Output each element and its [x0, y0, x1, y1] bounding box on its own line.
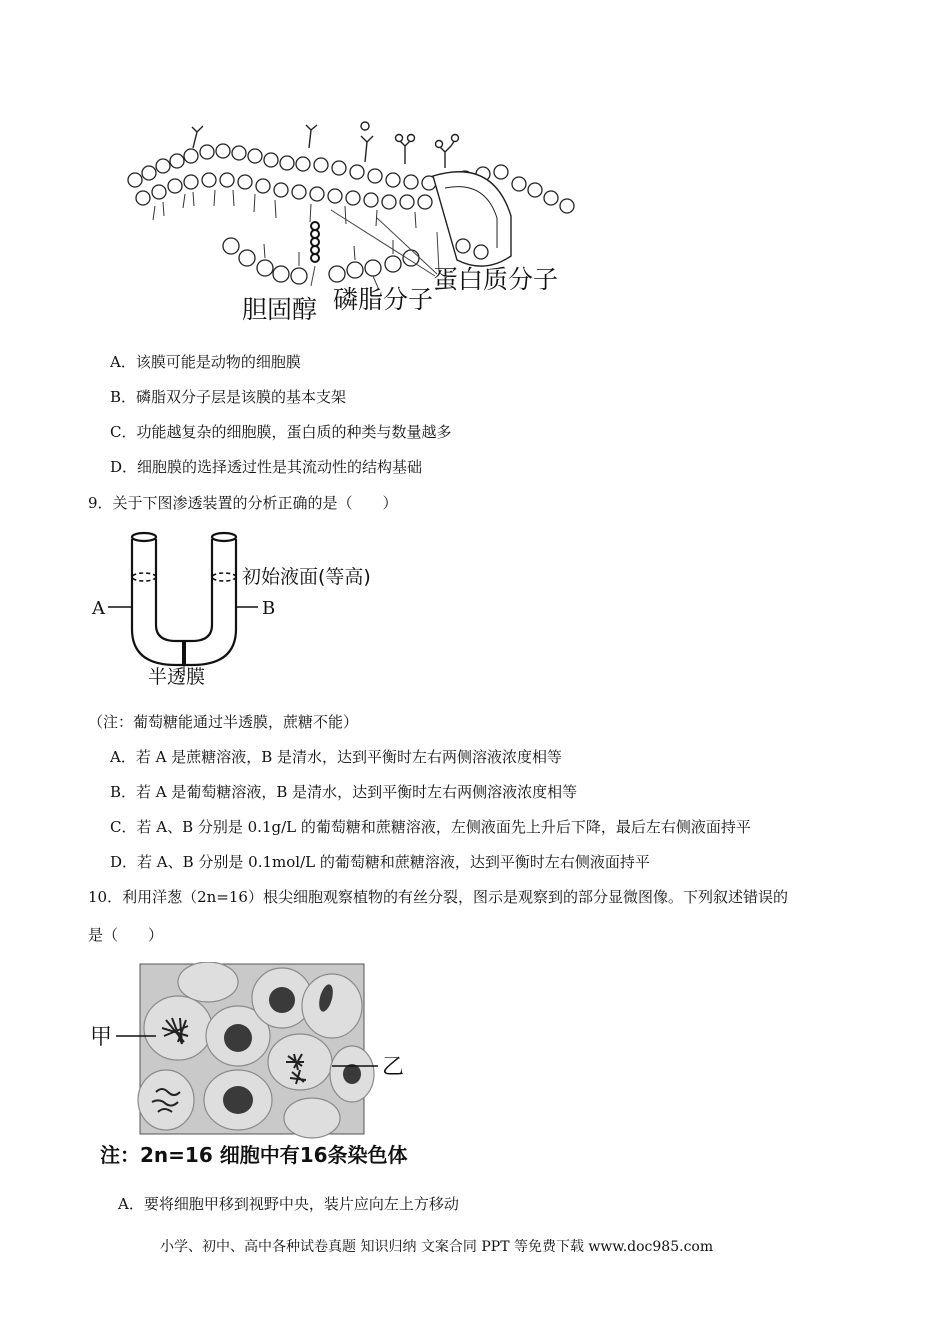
q9-option-a: A．若 A 是蔗糖溶液，B 是清水，达到平衡时左右两侧溶液浓度相等 [110, 748, 562, 766]
label-semipermeable-membrane: 半透膜 [148, 666, 206, 688]
label-b: B [262, 598, 276, 619]
q8-option-a: A．该膜可能是动物的细胞膜 [110, 353, 301, 371]
label-yi: 乙 [382, 1055, 405, 1080]
q9-note: （注：葡萄糖能通过半透膜，蔗糖不能） [88, 713, 359, 731]
osmosis-u-tube-figure [88, 525, 408, 695]
q8-option-c: C．功能越复杂的细胞膜，蛋白质的种类与数量越多 [110, 423, 452, 441]
label-cholesterol: 胆固醇 [242, 295, 318, 324]
q10-stem-line1: 10．利用洋葱（2n=16）根尖细胞观察植物的有丝分裂，图示是观察到的部分显微图像。下列叙述错误的 [88, 888, 788, 906]
q8-option-d: D．细胞膜的选择透过性是其流动性的结构基础 [110, 458, 423, 476]
page-footer: 小学、初中、高中各种试卷真题 知识归纳 文案合同 PPT 等免费下载 www.doc985.com [160, 1239, 714, 1255]
cell-membrane-figure [115, 118, 595, 330]
q9-option-d: D．若 A、B 分别是 0.1mol/L 的葡萄糖和蔗糖溶液，达到平衡时左右侧液面持平 [110, 853, 650, 871]
label-a: A [92, 598, 105, 619]
q8-option-b: B．磷脂双分子层是该膜的基本支架 [110, 388, 347, 406]
q9-option-c: C．若 A、B 分别是 0.1g/L 的葡萄糖和蔗糖溶液，左侧液面先上升后下降，最后左右侧液面持平 [110, 818, 751, 836]
label-jia: 甲 [90, 1025, 113, 1050]
q10-option-a: A．要将细胞甲移到视野中央，装片应向左上方移动 [118, 1195, 459, 1213]
label-phospholipid: 磷脂分子 [333, 285, 434, 314]
micrograph-note: 注：2n=16 细胞中有16条染色体 [100, 1143, 408, 1167]
label-protein: 蛋白质分子 [433, 265, 559, 294]
label-initial-level: 初始液面(等高) [242, 566, 371, 588]
q9-option-b: B．若 A 是葡萄糖溶液，B 是清水，达到平衡时左右两侧溶液浓度相等 [110, 783, 578, 801]
micrograph-figure [88, 962, 428, 1172]
q10-stem-line2: 是（ ） [88, 926, 164, 944]
q9-stem: 9．关于下图渗透装置的分析正确的是（ ） [88, 494, 398, 512]
